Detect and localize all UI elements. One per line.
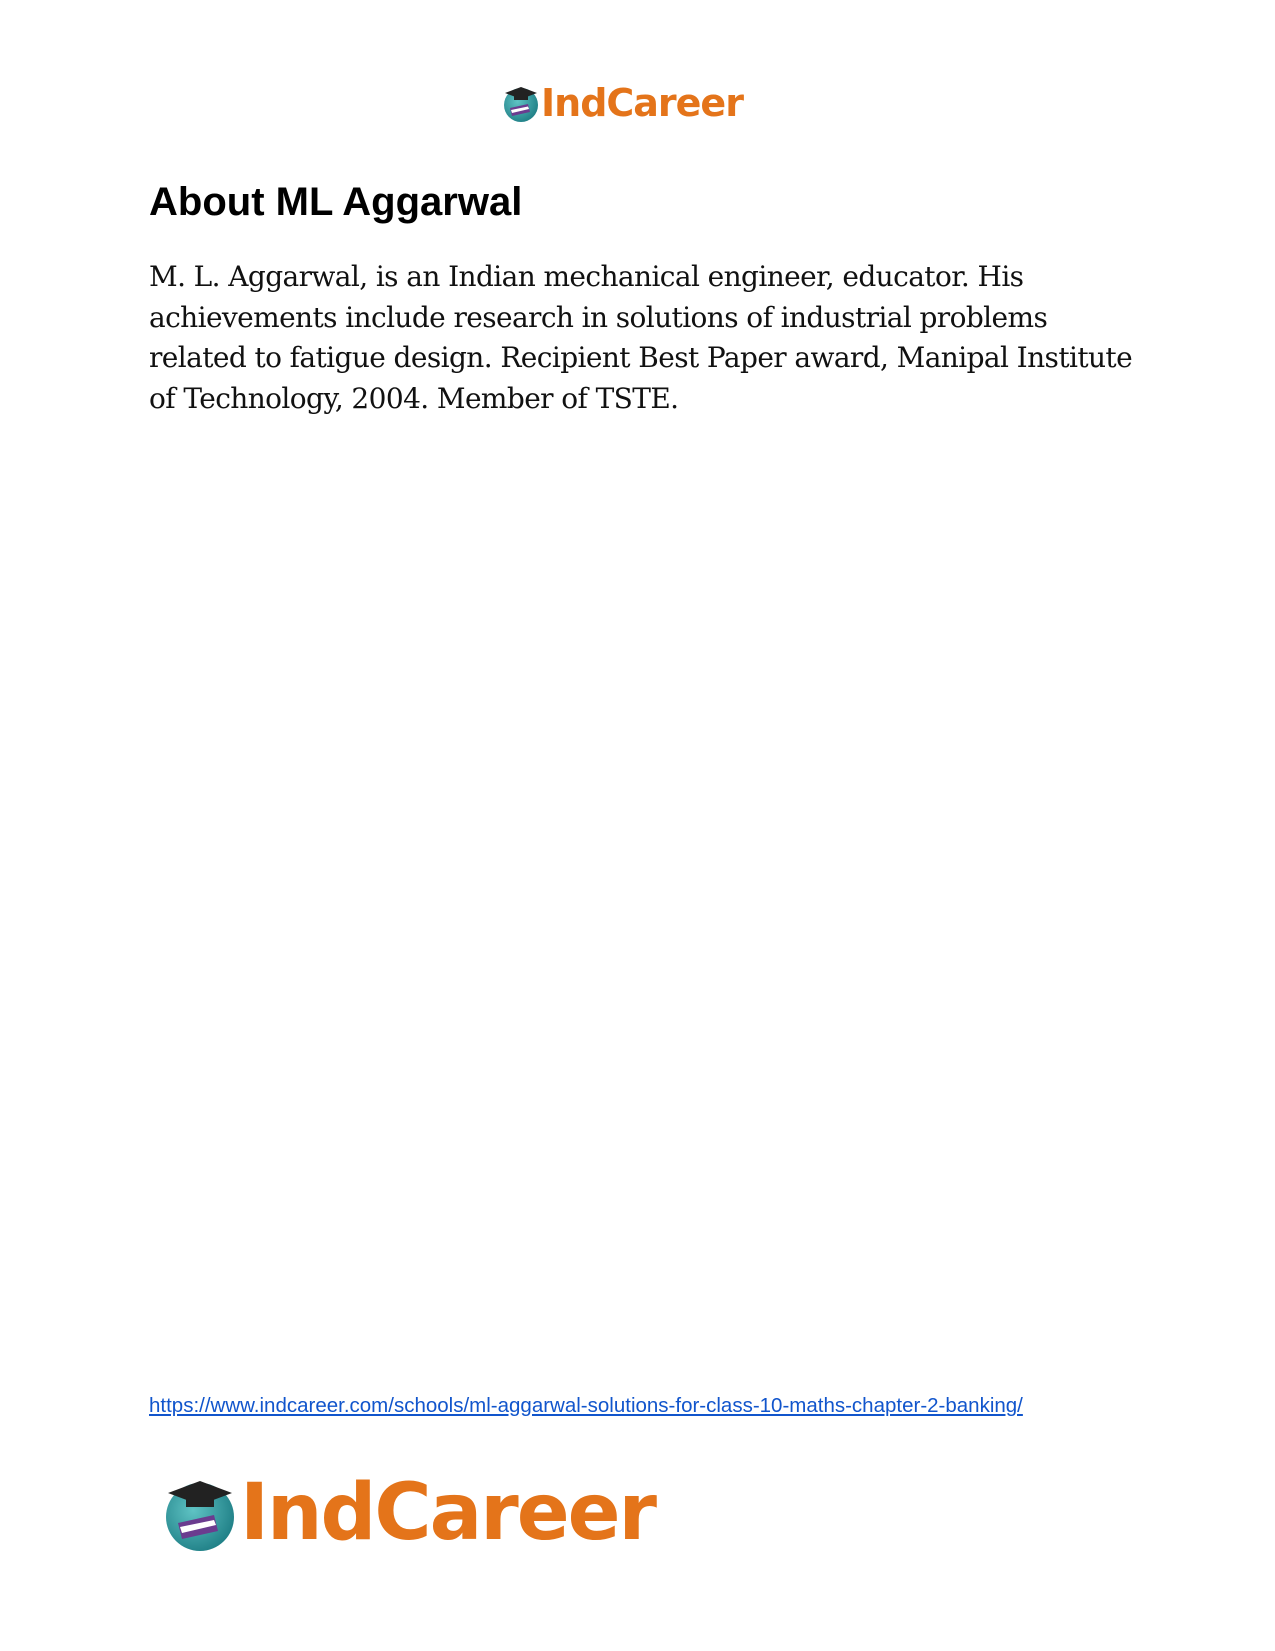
source-url-link[interactable]: https://www.indcareer.com/schools/ml-aggarwal-solutions-for-class-10-maths-chapter-2-banking/: [149, 1394, 1023, 1417]
page-title: About ML Aggarwal: [149, 180, 523, 224]
logo-wordmark: IndCareer: [240, 1468, 655, 1558]
header-logo: [501, 80, 743, 126]
graduation-globe-icon: [501, 82, 541, 124]
footer-logo: [160, 1468, 655, 1558]
body-paragraph: M. L. Aggarwal, is an Indian mechanical engineer, educator. His achievements include research in solutions of industrial problems related to fatigue design. Recipient Best Paper award, Manipal Institute of Technology, 2004. Member of TSTE.: [149, 260, 1133, 415]
graduation-globe-icon: [160, 1471, 240, 1555]
logo-wordmark: IndCareer: [541, 81, 743, 125]
